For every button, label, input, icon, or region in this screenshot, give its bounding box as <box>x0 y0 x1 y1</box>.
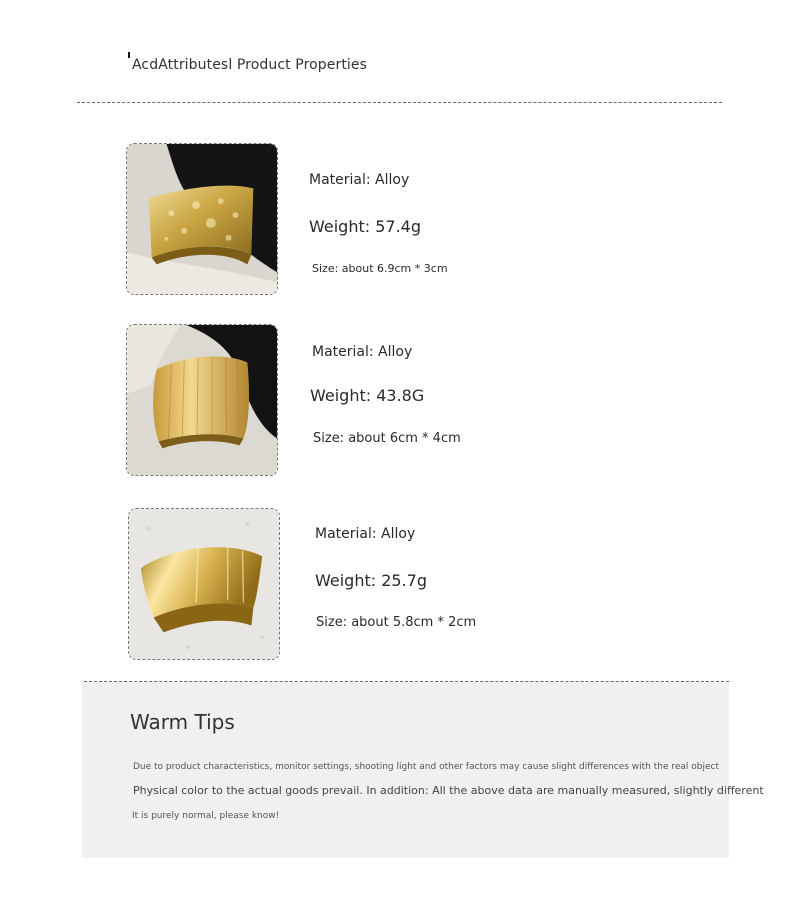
warm-tips-line-2: Physical color to the actual goods prevail. In addition: All the above data are manually measured, slightly different <box>133 784 764 797</box>
gold-polished-cuff-photo-icon <box>129 509 279 659</box>
product-1-size: Size: about 6.9cm * 3cm <box>312 262 448 275</box>
warm-tips-title: Warm Tips <box>130 710 235 734</box>
product-2-material: Material: Alloy <box>312 344 413 360</box>
warm-tips-line-1: Due to product characteristics, monitor settings, shooting light and other factors may cause slight differences with the real object <box>133 762 720 772</box>
warm-tips-line-3: It is purely normal, please know! <box>132 811 280 821</box>
gold-brushed-cuff-photo-icon <box>127 325 277 475</box>
page-title: AcdAttributesl Product Properties <box>132 57 368 73</box>
product-entry-3 <box>0 508 800 668</box>
top-dashed-divider <box>77 102 722 103</box>
product-2-weight: Weight: 43.8G <box>310 386 425 405</box>
product-image-2 <box>126 324 278 476</box>
product-entry-1 <box>0 143 800 303</box>
product-image-3 <box>128 508 280 660</box>
warm-tips-panel <box>82 682 764 858</box>
product-entry-2 <box>0 324 800 484</box>
product-1-weight: Weight: 57.4g <box>309 217 421 236</box>
product-image-1 <box>126 143 278 295</box>
product-1-material: Material: Alloy <box>309 172 410 188</box>
header-accent-mark <box>128 52 130 58</box>
product-2-size: Size: about 6cm * 4cm <box>313 431 461 446</box>
gold-hammered-cuff-photo-icon <box>127 144 277 294</box>
product-3-material: Material: Alloy <box>315 526 416 542</box>
product-3-weight: Weight: 25.7g <box>315 571 427 590</box>
product-3-size: Size: about 5.8cm * 2cm <box>316 615 477 630</box>
